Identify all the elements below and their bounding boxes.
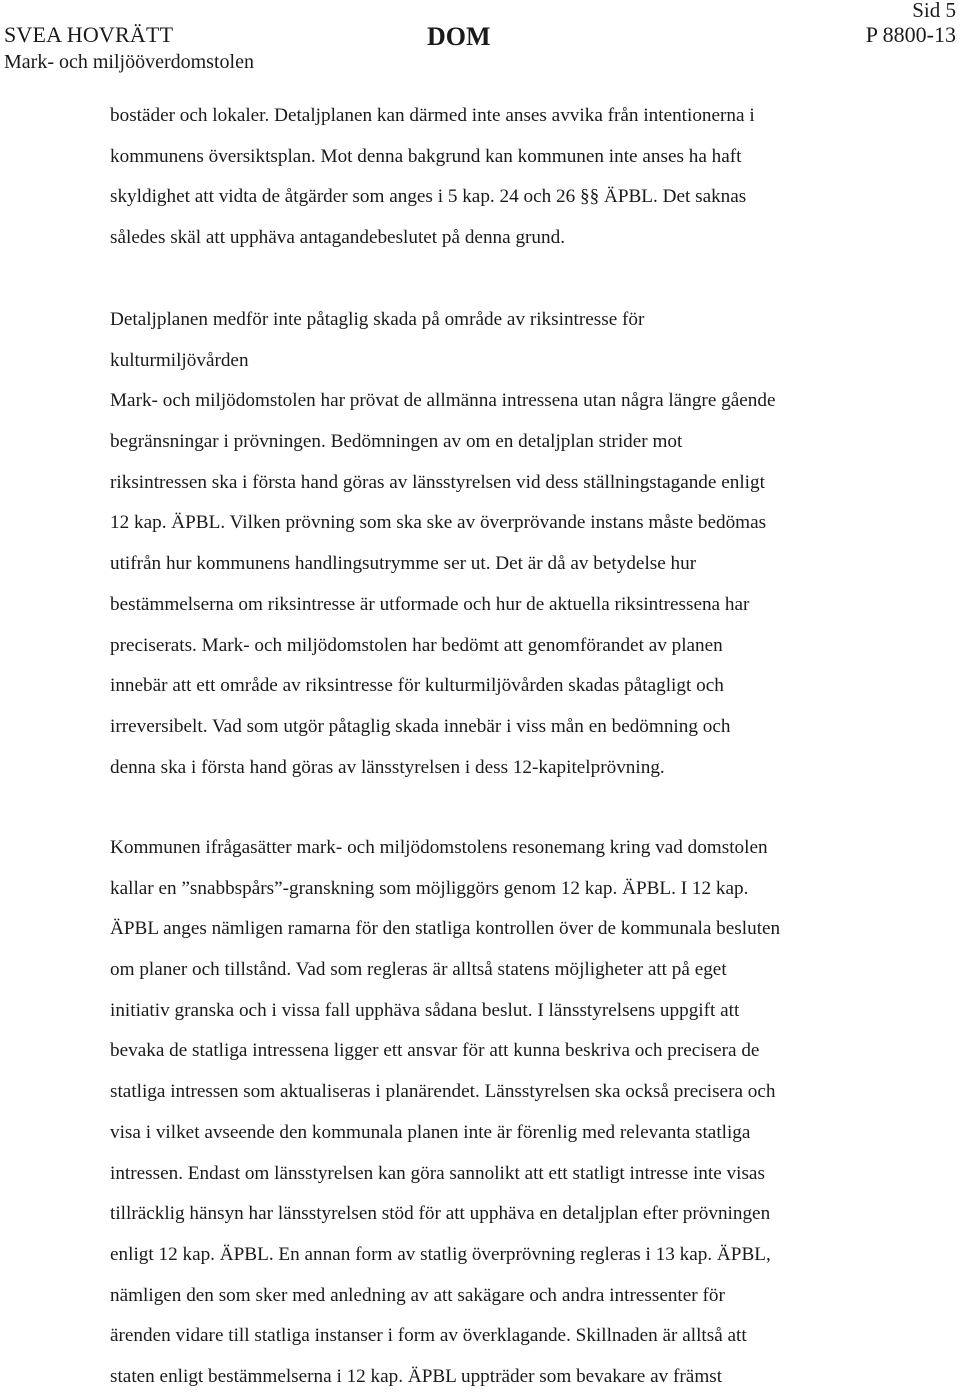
text-line: ÄPBL anges nämligen ramarna för den statliga kontrollen över de kommunala besluten (110, 918, 781, 940)
section-riksintresse (110, 300, 940, 788)
text-line: således skäl att upphäva antagandebeslutet på denna grund. (110, 227, 566, 249)
text-line: Mark- och miljödomstolen har prövat de allmänna intressena utan några längre gående (110, 390, 776, 412)
text-line: visa i vilket avseende den kommunala planen inte är förenlig med relevanta statliga (110, 1121, 751, 1143)
text-line: bostäder och lokaler. Detaljplanen kan därmed inte anses avvika från intentionerna i (110, 105, 755, 126)
paragraph-1 (110, 96, 940, 259)
court-name: SVEA HOVRÄTT (4, 22, 174, 47)
text-line: skyldighet att vidta de åtgärder som anges i 5 kap. 24 och 26 §§ ÄPBL. Det saknas (110, 186, 747, 208)
section-heading-line: kulturmiljövården (110, 349, 249, 371)
text-line: denna ska i första hand göras av länsstyrelsen i dess 12-kapitelprövning. (110, 756, 665, 778)
text-line: riksintressen ska i första hand göras av länsstyrelsen vid dess ställningstagande enligt (110, 471, 765, 493)
text-line: intressen. Endast om länsstyrelsen kan göra sannolikt att ett statligt intresse inte visas (110, 1162, 765, 1184)
text-line: tillräcklig hänsyn har länsstyrelsen stöd för att upphäva en detaljplan efter prövningen (110, 1203, 771, 1225)
text-line: preciserats. Mark- och miljödomstolen har bedömt att genomförandet av planen (110, 634, 723, 656)
text-line: kallar en ”snabbspårs”-granskning som möjliggörs genom 12 kap. ÄPBL. I 12 kap. (110, 877, 749, 899)
paragraph-3 (110, 828, 940, 1398)
page-number: Sid 5 (912, 0, 956, 22)
text-line: ärenden vidare till statliga instanser i form av överklagande. Skillnaden är alltså att (110, 1325, 747, 1347)
text-line: om planer och tillstånd. Vad som regleras är alltså statens möjligheter att på eget (110, 959, 727, 981)
document-type: DOM (427, 22, 491, 51)
text-line: 12 kap. ÄPBL. Vilken prövning som ska ske av överprövande instans måste bedömas (110, 512, 767, 534)
section-heading-line: Detaljplanen medför inte påtaglig skada på område av riksintresse för (110, 309, 645, 330)
text-line: initiativ granska och i vissa fall upphäva sådana beslut. I länsstyrelsens uppgift att (110, 999, 740, 1021)
case-number: P 8800-13 (865, 22, 956, 47)
text-line: staten enligt bestämmelserna i 12 kap. ÄPBL uppträder som bevakare av främst (110, 1365, 723, 1387)
text-line: bestämmelserna om riksintresse är utformade och hur de aktuella riksintressena har (110, 593, 750, 615)
text-line: Kommunen ifrågasätter mark- och miljödomstolens resonemang kring vad domstolen (110, 837, 768, 858)
text-line: kommunens översiktsplan. Mot denna bakgrund kan kommunen inte anses ha haft (110, 145, 742, 167)
text-line: nämligen den som sker med anledning av att sakägare och andra intressenter för (110, 1284, 725, 1306)
text-line: statliga intressen som aktualiseras i planärendet. Länsstyrelsen ska också precisera och (110, 1081, 776, 1103)
court-division: Mark- och miljööverdomstolen (4, 51, 254, 73)
text-line: begränsningar i prövningen. Bedömningen av om en detaljplan strider mot (110, 431, 683, 453)
text-line: bevaka de statliga intressena ligger ett ansvar för att kunna beskriva och precisera de (110, 1040, 760, 1062)
text-line: irreversibelt. Vad som utgör påtaglig skada innebär i viss mån en bedömning och (110, 715, 731, 737)
text-line: innebär att ett område av riksintresse för kulturmiljövården skadas påtagligt och (110, 675, 724, 697)
text-line: enligt 12 kap. ÄPBL. En annan form av statlig överprövning regleras i 13 kap. ÄPBL, (110, 1243, 771, 1265)
text-line: utifrån hur kommunens handlingsutrymme ser ut. Det är då av betydelse hur (110, 553, 697, 575)
